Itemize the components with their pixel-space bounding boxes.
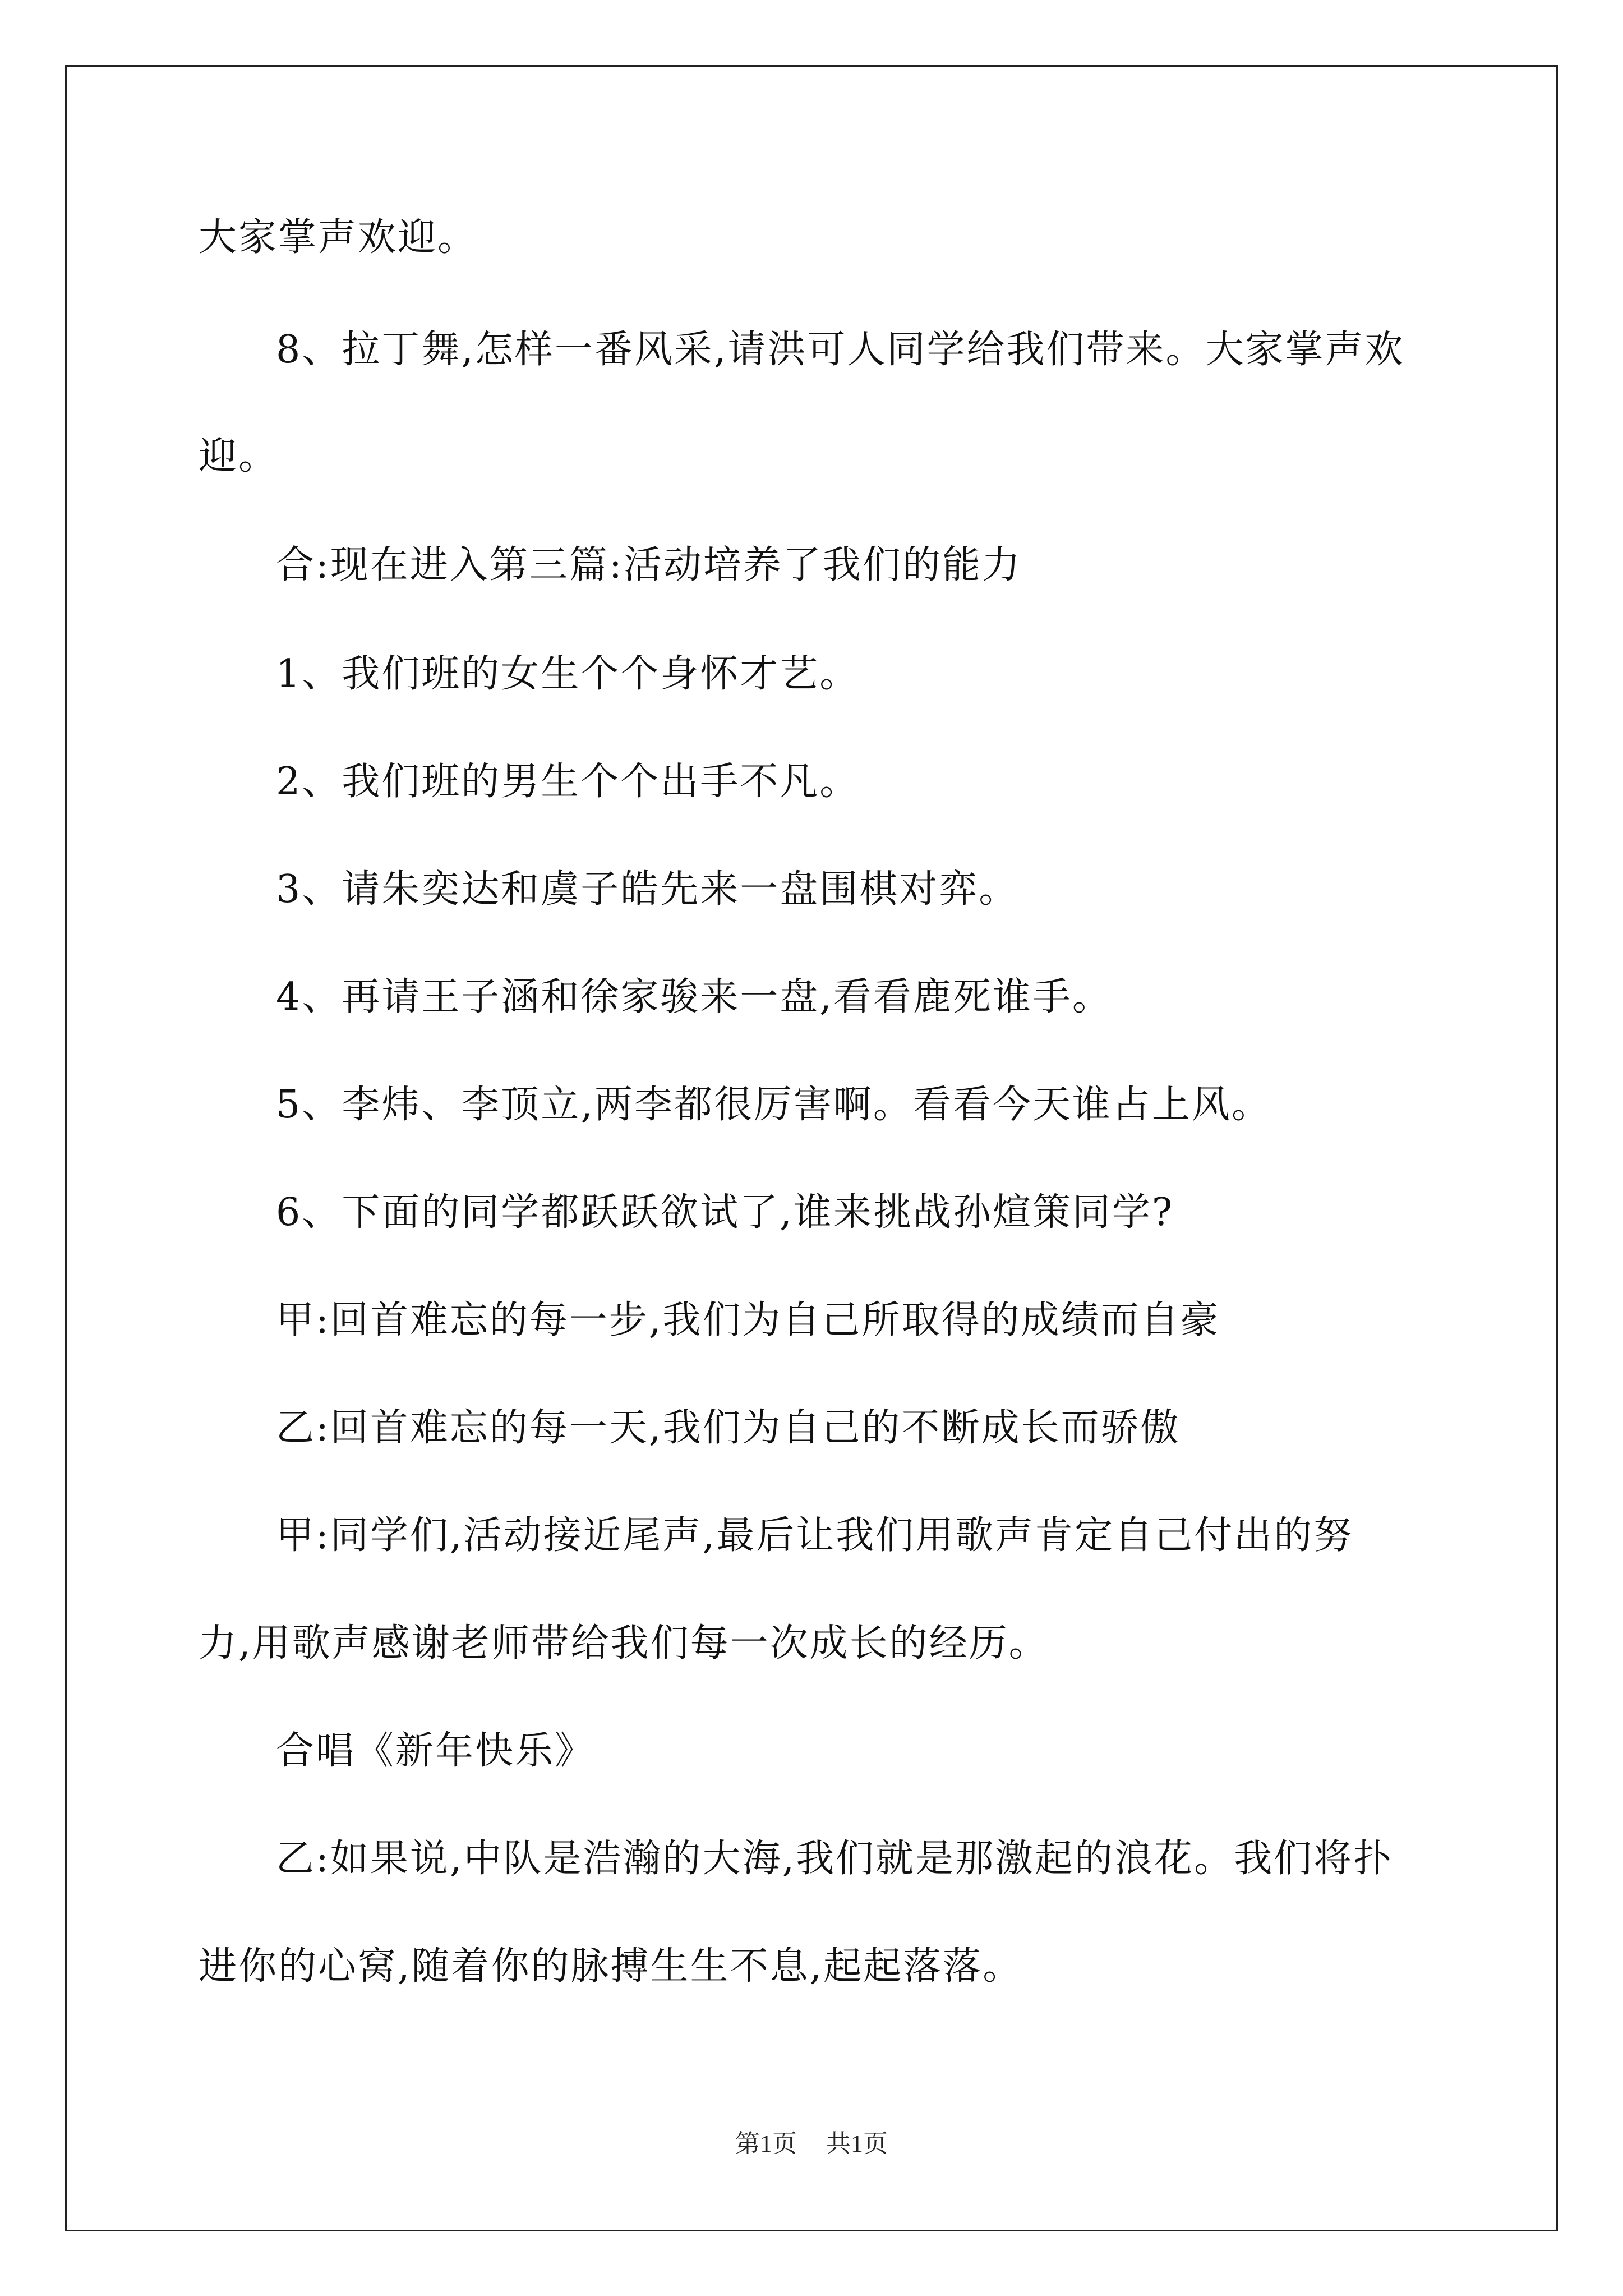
text-line: 合:现在进入第三篇:活动培养了我们的能力 [276,543,1022,587]
text-line: 2、我们班的男生个个出手不凡。 [276,760,860,804]
text-line: 合唱《新年快乐》 [276,1729,595,1773]
text-line: 甲:同学们,活动接近尾声,最后让我们用歌声肯定自己付出的努 [276,1513,1354,1558]
text-line: 6、下面的同学都跃跃欲试了,谁来挑战孙煊策同学? [276,1190,1174,1235]
text-line: 5、李炜、李顶立,两李都很厉害啊。看看今天谁占上风。 [276,1083,1271,1127]
text-line: 力,用歌声感谢老师带给我们每一次成长的经历。 [199,1621,1049,1665]
page-number: 第1页 [735,2130,797,2157]
text-line: 1、我们班的女生个个身怀才艺。 [276,652,860,696]
text-line: 4、再请王子涵和徐家骏来一盘,看看鹿死谁手。 [276,975,1112,1019]
text-line: 迎。 [199,434,279,478]
page-total: 共1页 [826,2130,888,2157]
text-line: 甲:回首难忘的每一步,我们为自己所取得的成绩而自豪 [276,1298,1220,1342]
page-frame [65,65,1558,2231]
text-line: 大家掌声欢迎。 [199,215,478,260]
text-line: 8、拉丁舞,怎样一番风采,请洪可人同学给我们带来。大家掌声欢 [276,328,1405,372]
page-footer [0,2127,1623,2161]
text-line: 3、请朱奕达和虞子皓先来一盘围棋对弈。 [276,867,1019,912]
text-line: 乙:如果说,中队是浩瀚的大海,我们就是那激起的浪花。我们将扑 [276,1837,1394,1881]
text-line: 进你的心窝,随着你的脉搏生生不息,起起落落。 [199,1944,1023,1989]
text-line: 乙:回首难忘的每一天,我们为自己的不断成长而骄傲 [276,1406,1181,1450]
